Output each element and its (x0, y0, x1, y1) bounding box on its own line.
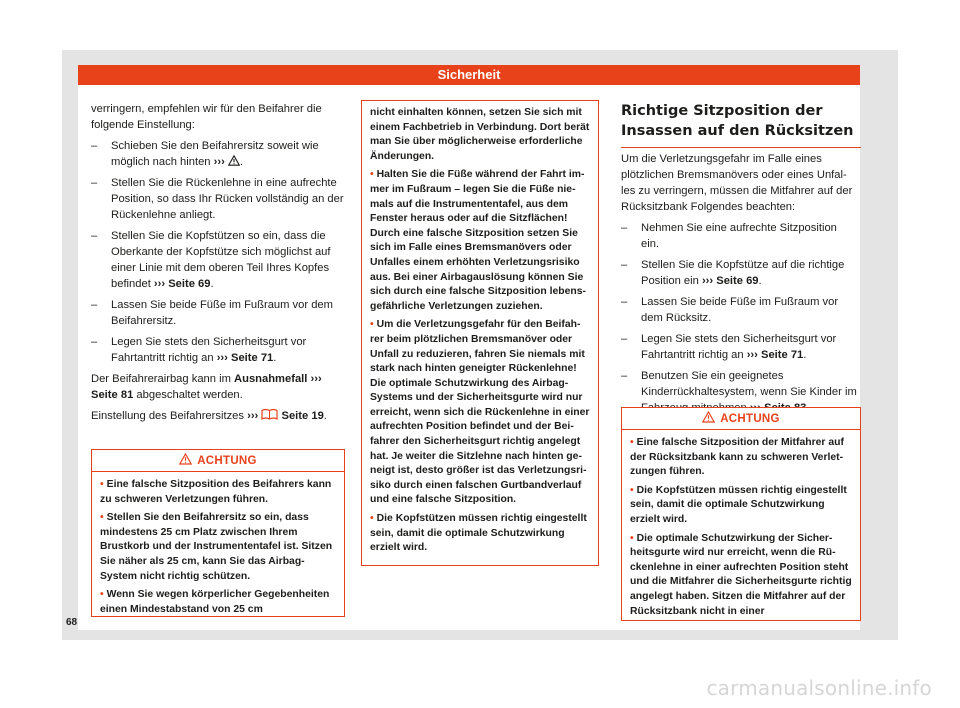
warning-header: ACHTUNG (622, 408, 860, 430)
watermark: carmanualsonline.info (706, 676, 932, 700)
warning-body (92, 472, 344, 627)
list-item: – Lassen Sie beide Füße im Fußraum vor dem Rücksitz. (621, 294, 857, 326)
list-item: – Schieben Sie den Beifahrersitz soweit wie möglich nach hinten ››› . (91, 138, 345, 170)
list-item: – Benutzen Sie ein geeignetes Kinderrückhaltesystem, wenn Sie Kinder im (621, 368, 857, 416)
list-item: – Lassen Sie beide Füße im Fußraum vor dem Beifahrersitz. (91, 297, 345, 329)
column-right (621, 151, 857, 421)
warning-bullet: • Halten Sie die Füße während der Fahrt immer im Fußraum – legen Sie die Füße niemals auf die Instrumententafel, aus dem Fenster heraus oder auf die Sitzflächen! Durch eine falsche Sitzposition setzen Sie sich im Falle eines Bremsmanövers oder Unfalles einem erhöhten Verletzungsrisiko aus. Bei einer Airbagauslösung können Sie sich durch eine falsche Sitzposition lebensgefährliche Verletzungen zuziehen. (370, 169, 586, 312)
page-reference[interactable]: ››› Seite 71 (216, 352, 274, 364)
warning-icon (228, 155, 240, 166)
warning-bullet: • Die Kopfstützen müssen richtig eingestellt sein, damit die optimale Schutzwirkung erzielt wird. (370, 513, 587, 554)
page-reference[interactable]: Seite 19 (281, 410, 324, 422)
warning-bullet: • Die optimale Schutzwirkung der Sicherheitsgurte wird nur erreicht, wenn die Rückenlehne in einer aufrechten Position steht und die Mitfahrer die Sicherheitsgurte richtig angelegt haben. Sitzen die Mitfahrer auf der Rücksitzbank nicht in einer (630, 532, 852, 617)
warning-bullet: • Wenn Sie wegen körperlicher Gegebenheiten einen Mindestabstand von 25 cm (100, 589, 330, 615)
list-item: – Nehmen Sie eine aufrechte Sitzposition ein. (621, 220, 857, 252)
warning-bullet: • Eine falsche Sitzposition des Beifahrers kann zu schweren Verletzungen führen. (100, 479, 332, 505)
warning-bullet: • Stellen Sie den Beifahrersitz so ein, dass mindestens 25 cm Platz zwischen Ihrem Brustkorb und der Instrumententafel ist. Sitzen Sie näher als 25 cm, kann Sie das Airbag-System nicht richtig schützen. (100, 512, 333, 582)
warning-bullet: • Die Kopfstützen müssen richtig eingestellt sein, damit die optimale Schutzwirkung erzielt wird. (630, 484, 847, 525)
section-header: Sicherheit (78, 65, 860, 85)
list-item: – Legen Sie stets den Sicherheitsgurt vor Fahrtantritt richtig an ››› Seite 71. (621, 331, 857, 363)
warning-box (621, 407, 861, 621)
warning-body (362, 101, 598, 566)
page-number: 68 (66, 617, 78, 628)
page-reference[interactable]: ››› Seite 69 (701, 275, 759, 287)
warning-continuation-box (361, 100, 599, 566)
warning-box (91, 449, 345, 617)
warning-icon (179, 453, 192, 465)
list-item: – Stellen Sie die Rückenlehne in eine aufrechte Position, so dass Ihr Rücken vollständig an der Rückenlehne anliegt. (91, 175, 345, 223)
intro-text: Um die Verletzungsgefahr im Falle eines plötzlichen Bremsmanövers oder eines Unfalles zu verringern, müssen die Mitfahrer auf der Rücksitzbank Folgendes beachten: (621, 153, 853, 213)
page-reference[interactable]: ››› Seite 71 (746, 349, 804, 361)
book-icon (261, 408, 278, 420)
warning-bullet: • Eine falsche Sitzposition der Mitfahrer auf der Rücksitzbank kann zu schweren Verletzungen führen. (630, 437, 844, 478)
list-item: – Stellen Sie die Kopfstütze auf die richtige Position ein ››› Seite 69. (621, 257, 857, 289)
warning-icon (702, 411, 715, 423)
column-left (91, 101, 345, 429)
warning-header: ACHTUNG (92, 450, 344, 472)
intro-text: verringern, empfehlen wir für den Beifahrer die folgende Einstellung: (91, 103, 322, 131)
warning-paragraph: nicht einhalten können, setzen Sie sich mit einem Fachbetrieb in Verbindung. Dort berät man Sie über möglicherweise erforderliche Änderungen. (370, 107, 590, 162)
page-reference[interactable]: ››› Seite 69 (153, 278, 211, 290)
list-item: – Stellen Sie die Kopfstützen so ein, dass die Oberkante der Kopfstütze sich möglichst auf einer Linie mit dem oberen Teil Ihres Kopfes befindet ››› Seite 69. (91, 228, 345, 292)
seat-adjust-note: Einstellung des Beifahrersitzes ››› Seite 19. (91, 410, 327, 422)
airbag-note: Der Beifahrerairbag kann im Ausnahmefall ››› Seite 81 abgeschaltet werden. (91, 373, 322, 401)
page-reference[interactable]: Ausnahmefall ››› Seite 81 (91, 373, 322, 401)
warning-body (622, 430, 860, 629)
page-reference[interactable]: ››› (213, 156, 225, 168)
list-item: – Legen Sie stets den Sicherheitsgurt vor Fahrtantritt richtig an ››› Seite 71. (91, 334, 345, 366)
warning-bullet: • Um die Verletzungsgefahr für den Beifahrer beim plötzlichen Bremsmanöver oder Unfall zu reduzieren, fahren Sie niemals mit stark nach hinten geneigter Rückenlehne! Die optimale Schutzwirkung des Airbag-Systems und der Sicherheitsgurte wird nur erreicht, wenn sich die Rückenlehne in einer aufrechten Position befindet und der Beifahrer den Sicherheitsgurt richtig angelegt hat. Je weiter die Sitzlehne nach hinten geneigt ist, desto größer ist das Verletzungsrisiko durch einen falschen Gurtbandverlauf und eine falsche Sitzposition. (370, 319, 590, 506)
section-title: Richtige Sitzposition der Insassen auf den Rücksitzen (621, 101, 861, 148)
page-reference[interactable]: ››› (247, 410, 259, 422)
